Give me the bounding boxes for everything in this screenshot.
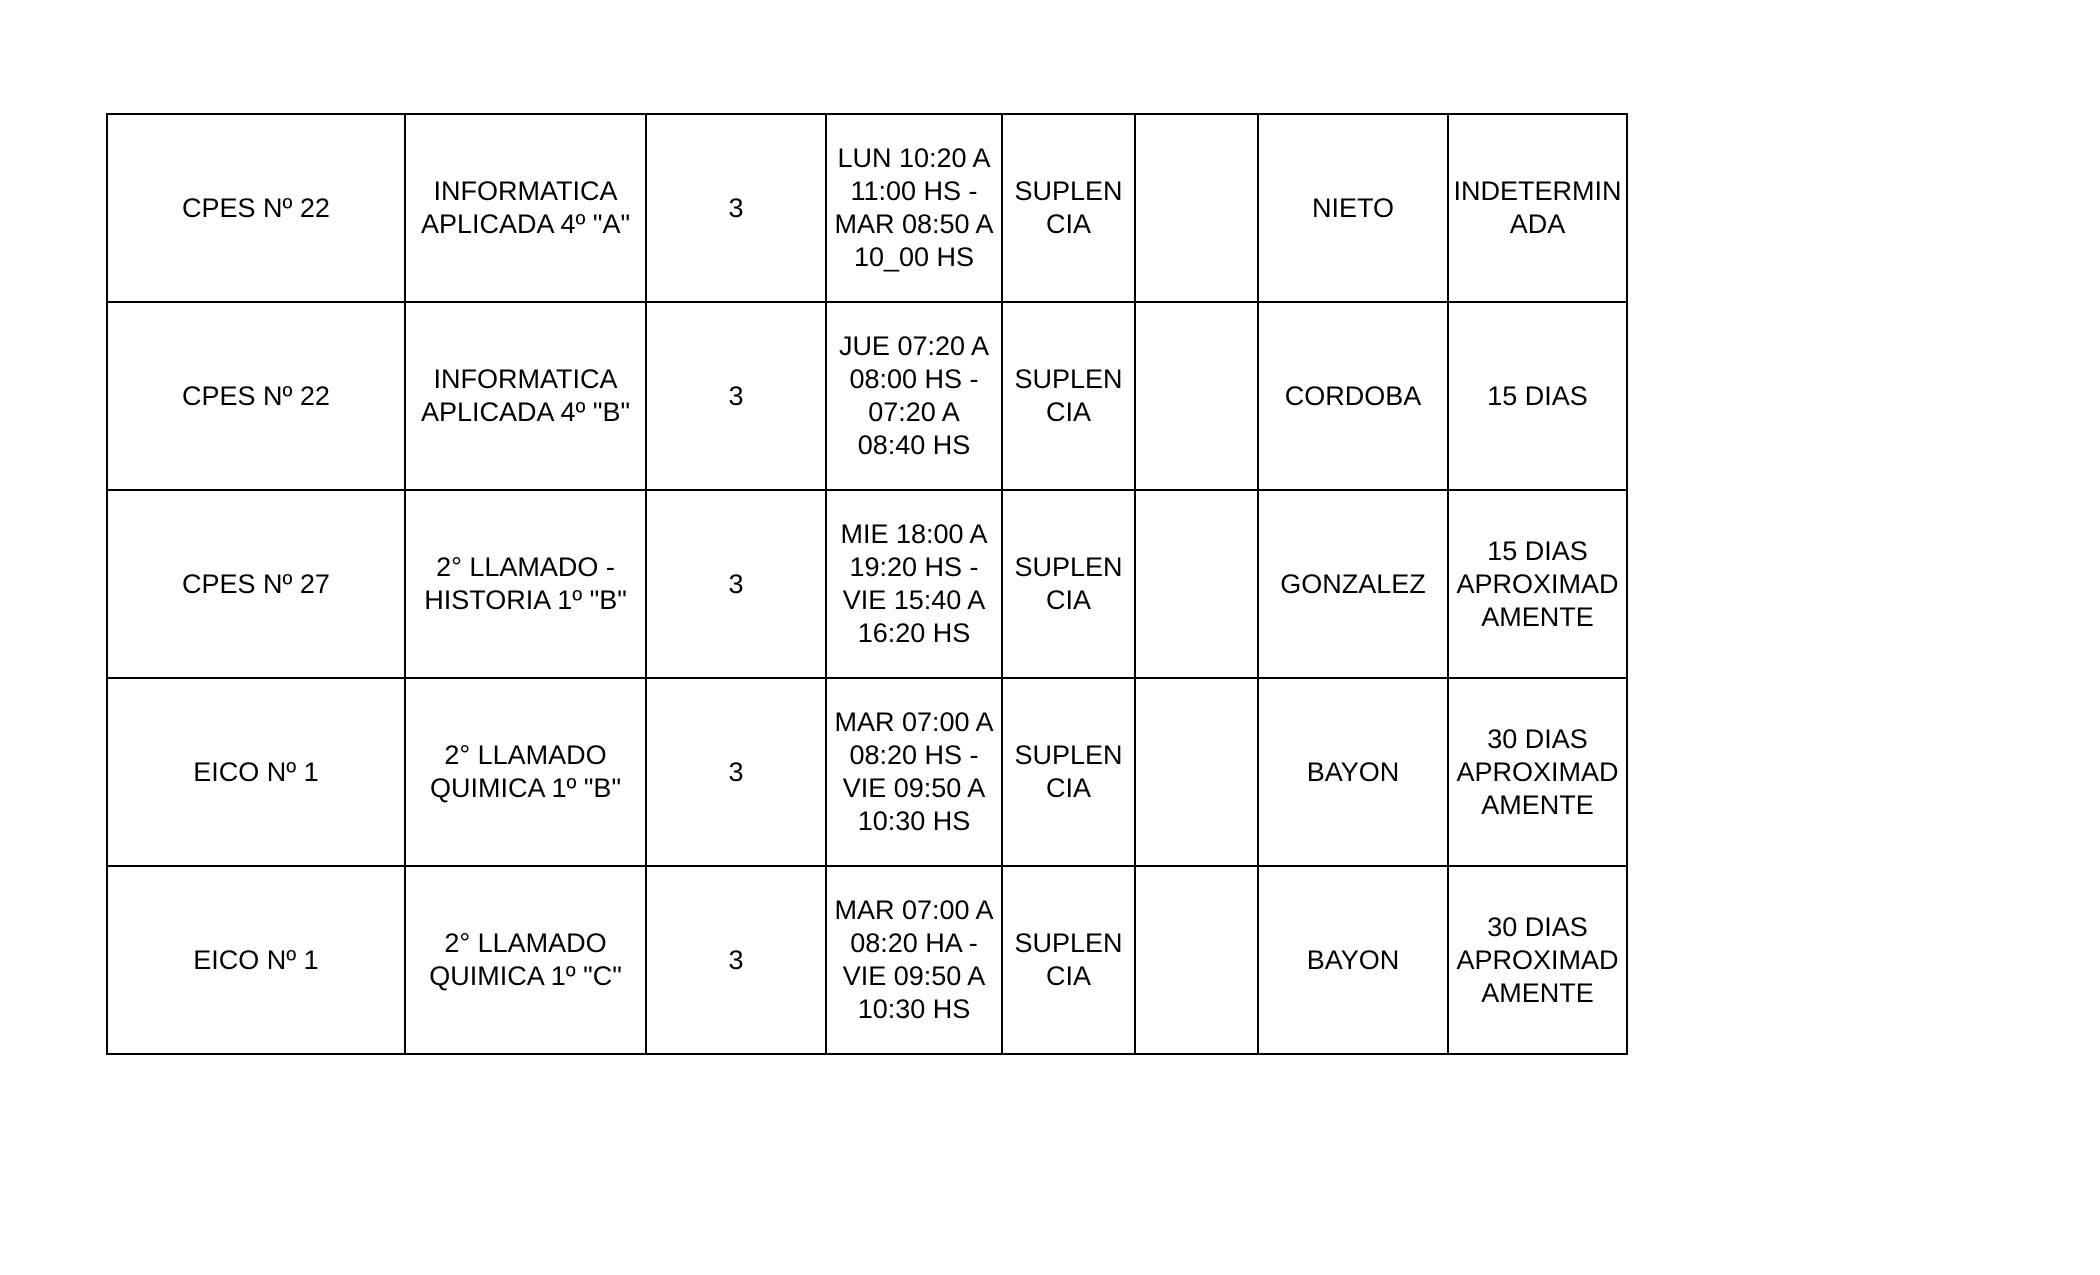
schedule-cell: JUE 07:20 A 08:00 HS - 07:20 A 08:40 HS <box>826 302 1002 490</box>
hours-cell: 3 <box>646 302 826 490</box>
subject-cell: 2° LLAMADO QUIMICA 1º "B" <box>405 678 646 866</box>
duration-cell: 30 DIAS APROXIMAD AMENTE <box>1448 866 1627 1054</box>
subject-cell: 2° LLAMADO QUIMICA 1º "C" <box>405 866 646 1054</box>
teacher-cell: CORDOBA <box>1258 302 1448 490</box>
duration-cell: INDETERMIN ADA <box>1448 114 1627 302</box>
teacher-cell: NIETO <box>1258 114 1448 302</box>
empty-cell <box>1135 114 1258 302</box>
subject-cell: INFORMATICA APLICADA 4º "B" <box>405 302 646 490</box>
table-row <box>107 114 1627 302</box>
teacher-cell: BAYON <box>1258 678 1448 866</box>
empty-cell <box>1135 490 1258 678</box>
type-cell: SUPLEN CIA <box>1002 114 1135 302</box>
duration-cell: 15 DIAS <box>1448 302 1627 490</box>
schedule-cell: MIE 18:00 A 19:20 HS - VIE 15:40 A 16:20 HS <box>826 490 1002 678</box>
type-cell: SUPLEN CIA <box>1002 866 1135 1054</box>
empty-cell <box>1135 302 1258 490</box>
school-cell: CPES Nº 22 <box>107 302 405 490</box>
hours-cell: 3 <box>646 678 826 866</box>
schedule-cell: MAR 07:00 A 08:20 HA - VIE 09:50 A 10:30 HS <box>826 866 1002 1054</box>
teacher-cell: GONZALEZ <box>1258 490 1448 678</box>
subject-cell: 2° LLAMADO - HISTORIA 1º "B" <box>405 490 646 678</box>
table-row <box>107 678 1627 866</box>
empty-cell <box>1135 678 1258 866</box>
hours-cell: 3 <box>646 866 826 1054</box>
duration-cell: 15 DIAS APROXIMAD AMENTE <box>1448 490 1627 678</box>
type-cell: SUPLEN CIA <box>1002 490 1135 678</box>
duration-cell: 30 DIAS APROXIMAD AMENTE <box>1448 678 1627 866</box>
hours-cell: 3 <box>646 114 826 302</box>
type-cell: SUPLEN CIA <box>1002 302 1135 490</box>
teacher-cell: BAYON <box>1258 866 1448 1054</box>
hours-cell: 3 <box>646 490 826 678</box>
schedule-cell: LUN 10:20 A 11:00 HS - MAR 08:50 A 10_00 HS <box>826 114 1002 302</box>
school-cell: EICO Nº 1 <box>107 678 405 866</box>
empty-cell <box>1135 866 1258 1054</box>
table-row <box>107 490 1627 678</box>
table-row <box>107 866 1627 1054</box>
type-cell: SUPLEN CIA <box>1002 678 1135 866</box>
school-cell: CPES Nº 22 <box>107 114 405 302</box>
vacancies-table <box>106 113 1628 1055</box>
table-row <box>107 302 1627 490</box>
school-cell: EICO Nº 1 <box>107 866 405 1054</box>
schedule-cell: MAR 07:00 A 08:20 HS - VIE 09:50 A 10:30 HS <box>826 678 1002 866</box>
subject-cell: INFORMATICA APLICADA 4º "A" <box>405 114 646 302</box>
school-cell: CPES Nº 27 <box>107 490 405 678</box>
